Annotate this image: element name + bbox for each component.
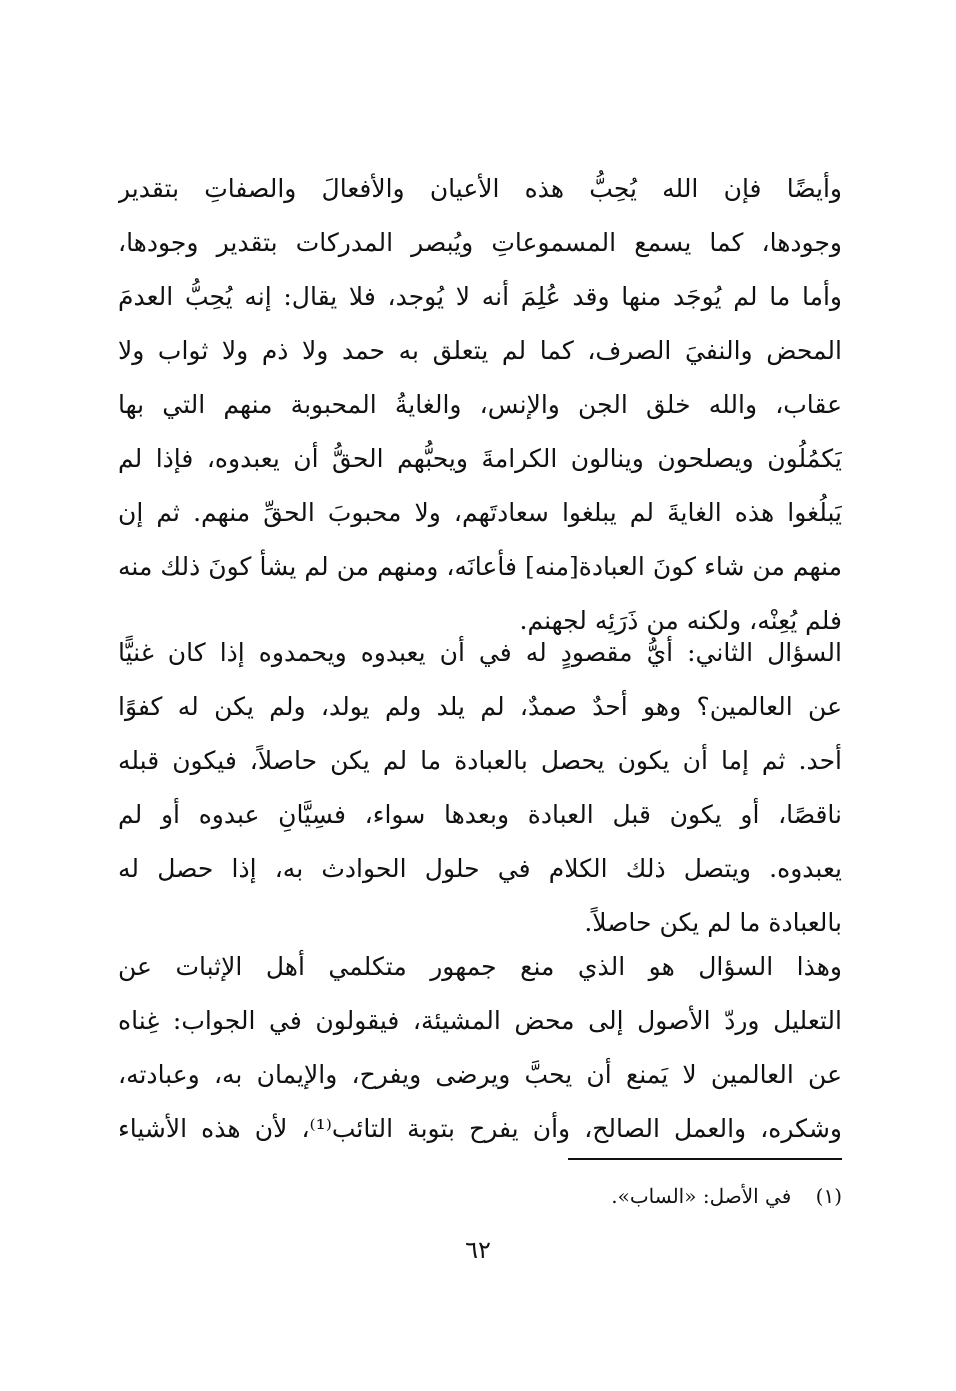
footnote-number: (١) [815, 1184, 842, 1208]
text-line: بالعبادة ما لم يكن حاصلاً. [584, 908, 842, 937]
text-line: منهم من شاء كونَ العبادة[منه] فأعانَه، ومنهم من لم يشأ كونَ ذلك منه [118, 552, 842, 581]
text-line: فلم يُعِنْه، ولكنه من ذَرَئِه لجهنم. [519, 606, 842, 635]
footnote-text: في الأصل: «الساب». [611, 1184, 792, 1208]
text-line: عقاب، والله خلق الجن والإنس، والغايةُ المحبوبة منهم التي بها [118, 390, 842, 419]
text-line: التعليل وردّ الأصول إلى محض المشيئة، فيقولون في الجواب: غِناه [118, 1006, 842, 1035]
text-line: وشكره، والعمل الصالح، وأن يفرح بتوبة التائب⁽¹⁾، لأن هذه الأشياء [118, 1114, 842, 1143]
paragraph-3 [118, 940, 842, 1156]
text-line: وهذا السؤال هو الذي منع جمهور متكلمي أهل الإثبات عن [118, 952, 842, 981]
paragraph-2 [118, 626, 842, 950]
text-line: يَبلُغوا هذه الغايةَ لم يبلغوا سعادتَهم، ولا محبوبَ الحقِّ منهم. ثم إن [118, 498, 842, 527]
text-line: المحض والنفيَ الصرف، كما لم يتعلق به حمد ولا ذم ولا ثواب ولا [118, 336, 842, 365]
text-line: أحد. ثم إما أن يكون يحصل بالعبادة ما لم يكن حاصلاً، فيكون قبله [118, 746, 842, 775]
paragraph-1 [118, 162, 842, 648]
text-line: وجودها، كما يسمع المسموعاتِ ويُبصر المدركات بتقدير وجودها، [118, 228, 842, 257]
text-line: وأيضًا فإن الله يُحِبُّ هذه الأعيان والأفعالَ والصفاتِ بتقدير [118, 174, 842, 203]
text-line: عن العالمين لا يَمنع أن يحبَّ ويرضى ويفرح، والإيمان به، وعبادته، [118, 1060, 842, 1089]
text-line: يعبدوه. ويتصل ذلك الكلام في حلول الحوادث به، إذا حصل له [118, 854, 842, 883]
footnote-divider [568, 1158, 842, 1160]
text-line: عن العالمين؟ وهو أحدٌ صمدٌ، لم يلد ولم يولد، ولم يكن له كفوًا [118, 692, 842, 721]
text-line: يَكمُلُون ويصلحون وينالون الكرامةَ ويحبُّهم الحقُّ أن يعبدوه، فإذا لم [118, 444, 842, 473]
text-line: ناقصًا، أو يكون قبل العبادة وبعدها سواء، فسِيَّانِ عبدوه أو لم [118, 800, 842, 829]
text-line: وأما ما لم يُوجَد منها وقد عُلِمَ أنه لا يُوجد، فلا يقال: إنه يُحِبُّ العدمَ [118, 282, 842, 311]
text-line: السؤال الثاني: أيُّ مقصودٍ له في أن يعبدوه ويحمدوه إذا كان غنيًّا [118, 638, 842, 667]
footnote [611, 1180, 842, 1212]
page-number: ٦٢ [465, 1236, 491, 1264]
